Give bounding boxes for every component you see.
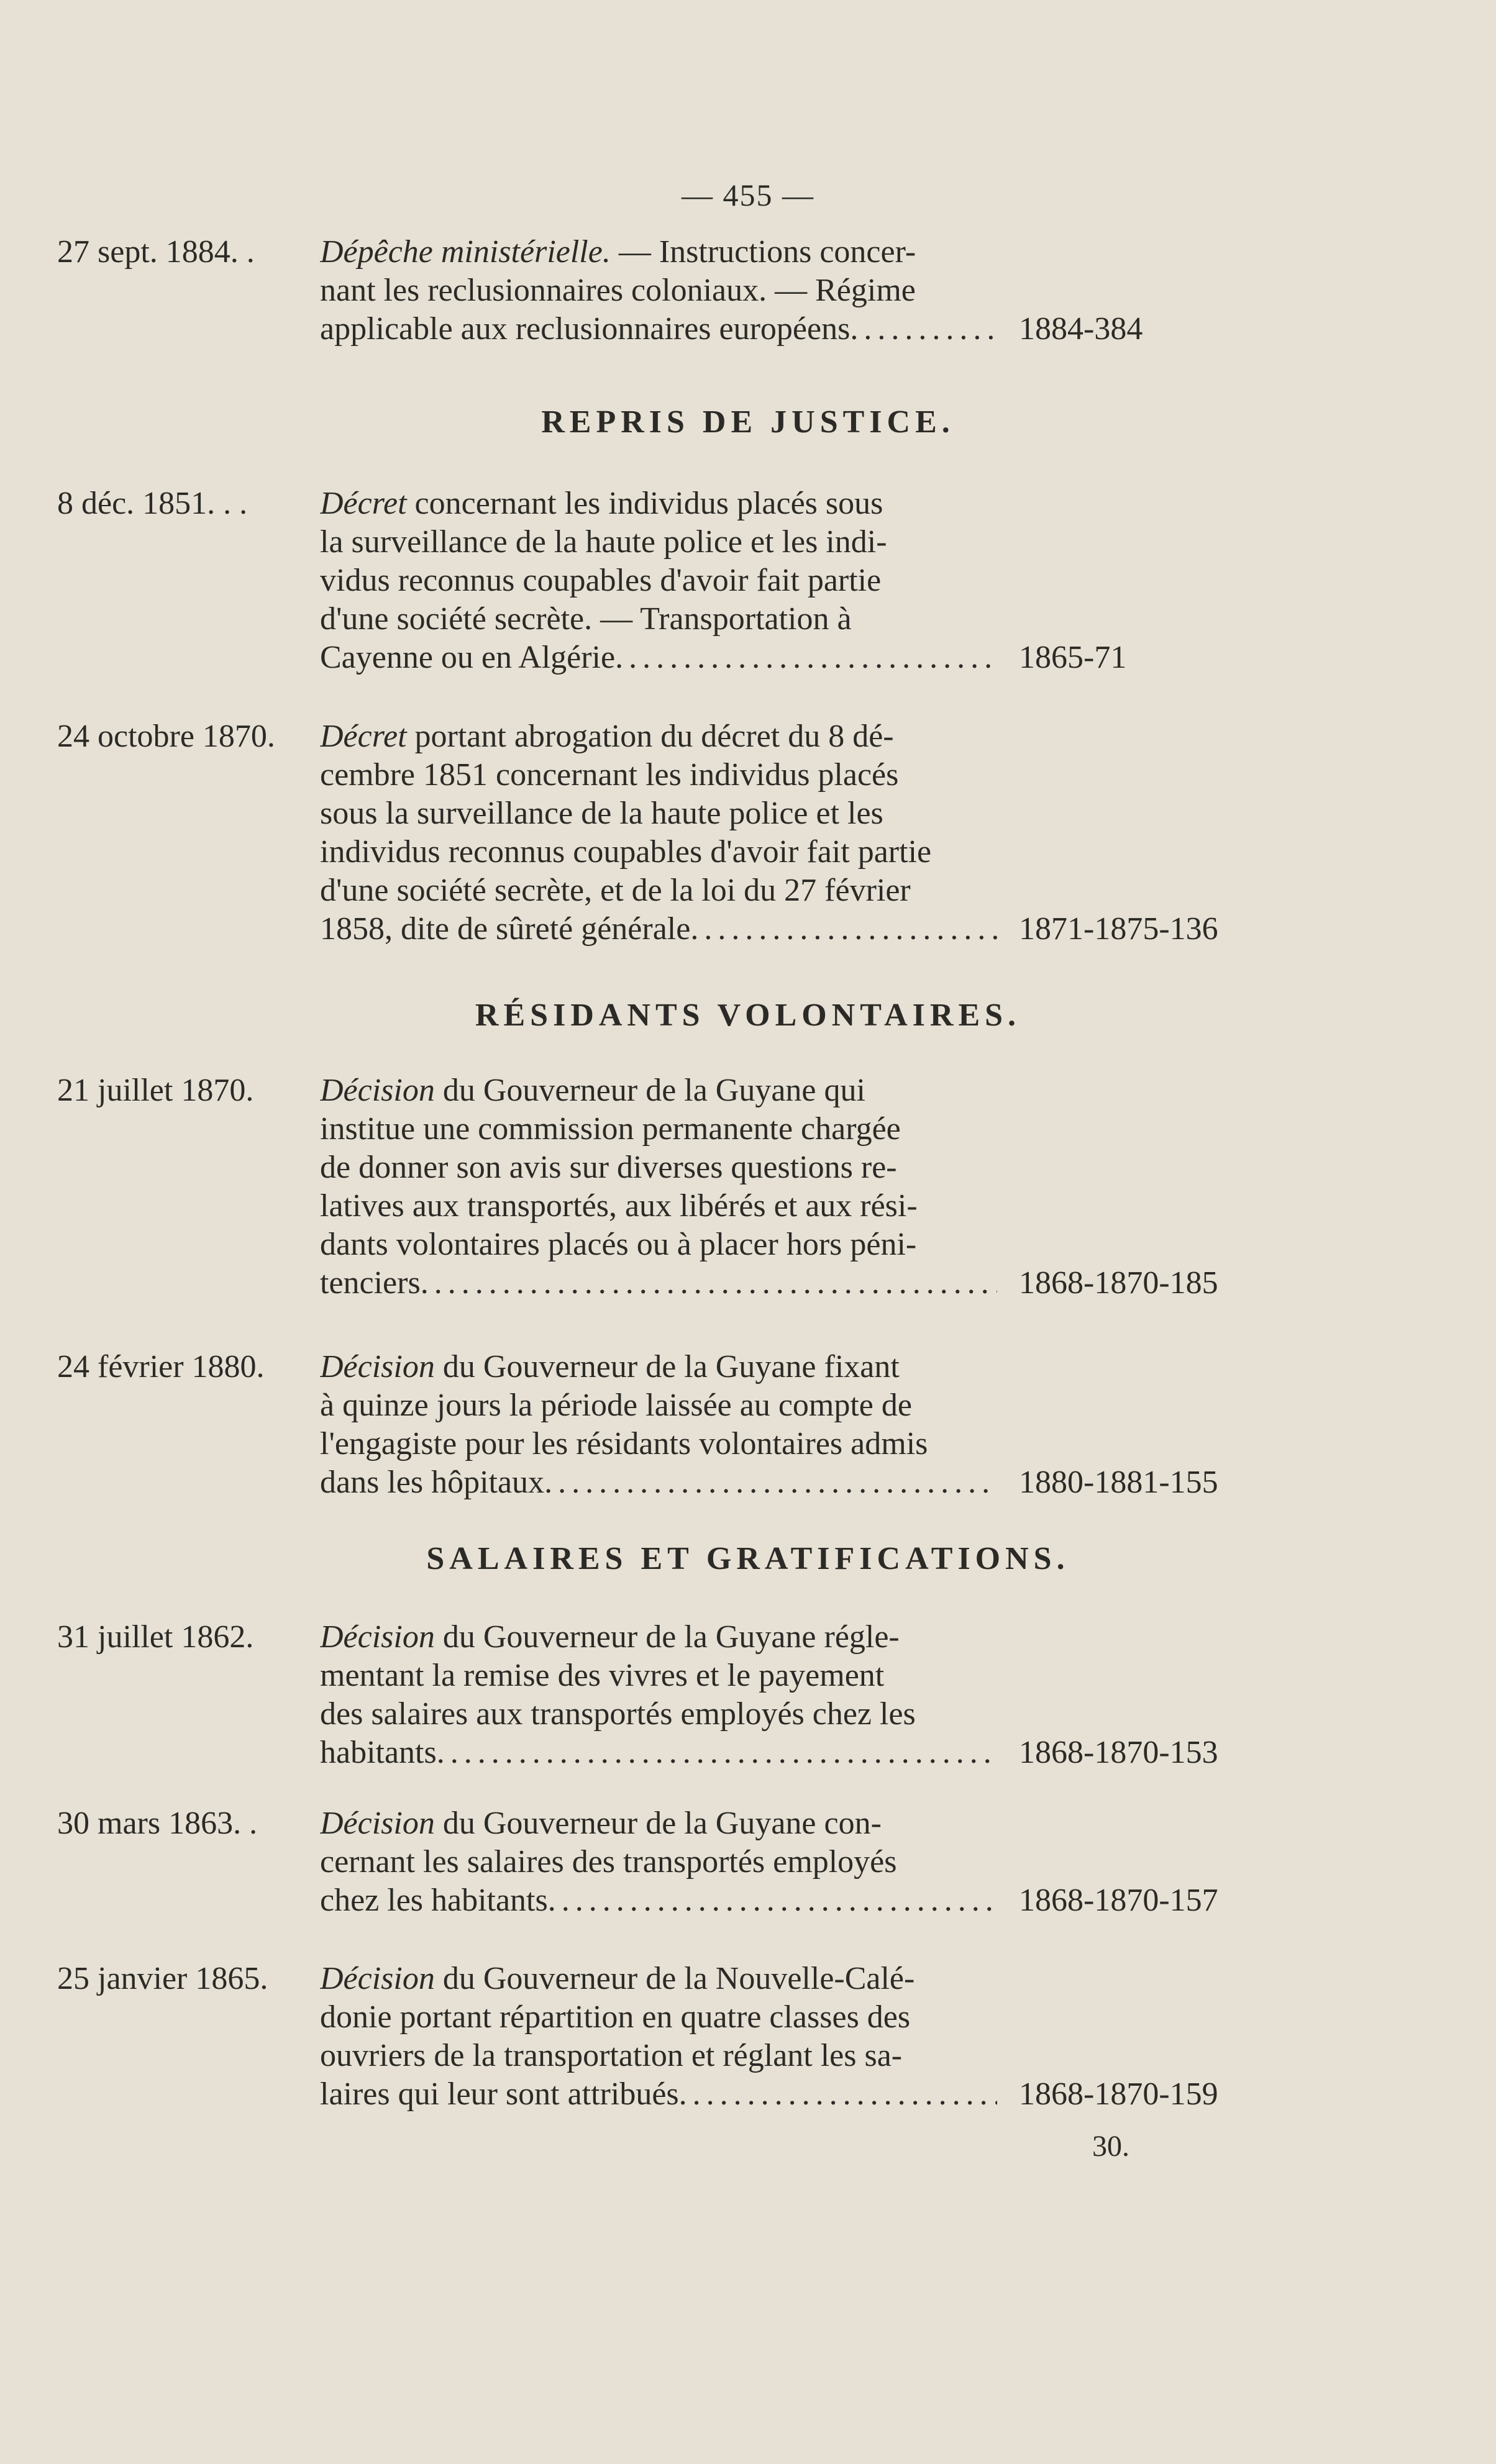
description-line (320, 1695, 997, 1734)
description-last-line (320, 1881, 997, 1920)
description-text: individus reconnus coupables d'avoir fait partie (320, 834, 932, 870)
entry-date: 24 octobre 1870. (57, 719, 275, 754)
description-text: laires qui leur sont attribués (320, 2076, 679, 2112)
description-text: des salaires aux transportés employés chez les (320, 1696, 916, 1732)
description-line (320, 756, 997, 794)
entry-description (320, 1618, 997, 1772)
act-type: Décret (320, 719, 407, 754)
dot-leader (615, 639, 997, 677)
description-text: dants volontaires placés ou à placer hors péni- (320, 1227, 917, 1262)
act-type: Décret (320, 486, 407, 521)
description-text: d'une société secrète, et de la loi du 27 février (320, 873, 911, 908)
description-text: portant abrogation du décret du 8 dé- (406, 719, 894, 754)
dot-leader (850, 310, 997, 348)
description-text: de donner son avis sur diverses questions re- (320, 1150, 897, 1185)
dot-leader (679, 2075, 997, 2114)
description-text: 1858, dite de sûreté générale (320, 911, 691, 947)
description-line (320, 1187, 997, 1225)
act-type: Dépêche ministérielle. (320, 234, 611, 270)
entry-description (320, 1348, 997, 1502)
description-line (320, 1960, 997, 1998)
description-line (320, 1998, 997, 2037)
description-text: — Instructions concer- (610, 234, 916, 270)
page-number: — 455 — (682, 178, 814, 212)
bulletin-reference: 1868-1870-157 (1019, 1883, 1218, 1918)
description-last-line (320, 1264, 997, 1302)
description-text: ouvriers de la transportation et réglant les sa- (320, 2038, 903, 2073)
description-text: à quinze jours la période laissée au compte de (320, 1388, 912, 1423)
entry-description (320, 717, 997, 948)
act-type: Décision (320, 1619, 435, 1655)
entry-date: 25 janvier 1865. (57, 1961, 268, 1996)
description-text: nant les reclusionnaires coloniaux. — Régime (320, 273, 916, 308)
description-text: du Gouverneur de la Guyane qui (434, 1073, 865, 1108)
description-line (320, 1657, 997, 1695)
description-text: dans les hôpitaux (320, 1465, 545, 1500)
description-line (320, 1425, 997, 1463)
description-text: d'une société secrète. — Transportation à (320, 601, 852, 637)
section-heading: RÉSIDANTS VOLONTAIRES. (475, 998, 1021, 1033)
description-line (320, 484, 997, 523)
description-line (320, 1348, 997, 1386)
bulletin-reference: 1868-1870-185 (1019, 1265, 1218, 1301)
description-text: du Gouverneur de la Guyane con- (434, 1806, 882, 1841)
act-type: Décision (320, 1806, 435, 1841)
description-text: mentant la remise des vivres et le payement (320, 1658, 885, 1693)
section-heading: REPRIS DE JUSTICE. (541, 404, 955, 440)
entry-date: 21 juillet 1870. (57, 1073, 254, 1108)
description-line (320, 1804, 997, 1843)
description-text: sous la surveillance de la haute police et les (320, 796, 883, 831)
description-line (320, 561, 997, 600)
bulletin-reference: 1868-1870-159 (1019, 2076, 1218, 2112)
act-type: Décision (320, 1073, 435, 1108)
description-line (320, 1110, 997, 1148)
description-last-line (320, 2075, 997, 2114)
description-text: latives aux transportés, aux libérés et aux rési- (320, 1188, 918, 1224)
bulletin-reference: 1871-1875-136 (1019, 911, 1218, 947)
description-text: tenciers (320, 1265, 421, 1301)
entry-description (320, 1960, 997, 2114)
description-line (320, 2037, 997, 2075)
description-last-line (320, 639, 997, 677)
description-text: chez les habitants (320, 1883, 548, 1918)
description-text: l'engagiste pour les résidants volontaires admis (320, 1426, 928, 1462)
description-line (320, 1225, 997, 1264)
description-last-line (320, 910, 997, 948)
entry-date: 8 déc. 1851. . . (57, 486, 248, 521)
entry-date: 24 février 1880. (57, 1349, 265, 1384)
description-last-line (320, 1734, 997, 1772)
description-text: vidus reconnus coupables d'avoir fait partie (320, 563, 882, 598)
description-line (320, 871, 997, 910)
description-line (320, 1843, 997, 1881)
section-heading: SALAIRES ET GRATIFICATIONS. (426, 1541, 1070, 1576)
act-type: Décision (320, 1349, 435, 1384)
description-line (320, 794, 997, 833)
entry-description (320, 1804, 997, 1920)
entry-date: 30 mars 1863. . (57, 1806, 258, 1841)
description-text: donie portant répartition en quatre classes des (320, 1999, 911, 2035)
description-line (320, 1618, 997, 1657)
dot-leader (437, 1734, 997, 1772)
description-text: Cayenne ou en Algérie (320, 640, 616, 675)
description-line (320, 523, 997, 561)
description-line (320, 1071, 997, 1110)
entry-date: 27 sept. 1884. . (57, 234, 255, 270)
dot-leader (690, 910, 997, 948)
description-text: habitants (320, 1735, 437, 1770)
description-line (320, 233, 997, 271)
description-text: concernant les individus placés sous (406, 486, 883, 521)
description-text: applicable aux reclusionnaires européens (320, 311, 851, 347)
description-line (320, 271, 997, 310)
description-text: cembre 1851 concernant les individus placés (320, 757, 899, 793)
bulletin-reference: 1865-71 (1019, 640, 1127, 675)
bulletin-reference: 1884-384 (1019, 311, 1143, 347)
description-line (320, 717, 997, 756)
bulletin-reference: 1868-1870-153 (1019, 1735, 1218, 1770)
act-type: Décision (320, 1961, 435, 1996)
dot-leader (548, 1881, 997, 1920)
dot-leader (421, 1264, 997, 1302)
signature-mark: 30. (1092, 2130, 1129, 2163)
entry-description (320, 233, 997, 348)
description-text: cernant les salaires des transportés employés (320, 1844, 897, 1880)
description-text: du Gouverneur de la Guyane fixant (434, 1349, 900, 1384)
description-text: la surveillance de la haute police et les indi- (320, 524, 887, 560)
entry-date: 31 juillet 1862. (57, 1619, 254, 1655)
dot-leader (544, 1463, 997, 1502)
description-text: institue une commission permanente chargée (320, 1111, 901, 1147)
description-line (320, 1148, 997, 1187)
entry-description (320, 1071, 997, 1302)
description-text: du Gouverneur de la Nouvelle-Calé- (434, 1961, 915, 1996)
entry-description (320, 484, 997, 677)
description-text: du Gouverneur de la Guyane régle- (434, 1619, 900, 1655)
description-last-line (320, 310, 997, 348)
description-line (320, 1386, 997, 1425)
description-line (320, 833, 997, 871)
description-line (320, 600, 997, 639)
description-last-line (320, 1463, 997, 1502)
bulletin-reference: 1880-1881-155 (1019, 1465, 1218, 1500)
